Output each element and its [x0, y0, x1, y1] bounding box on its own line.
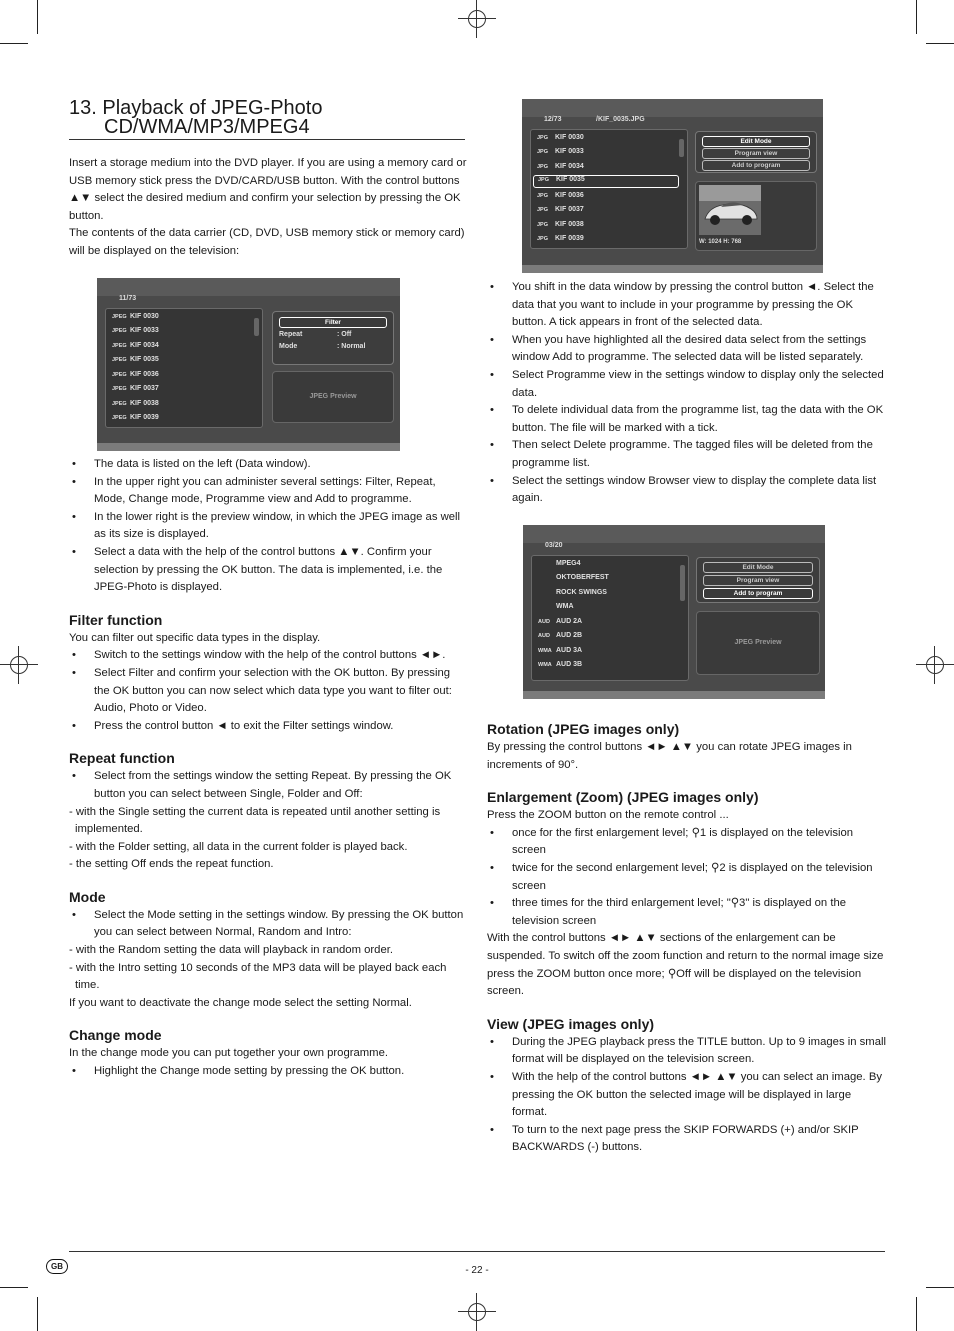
scrollbar[interactable] — [254, 318, 259, 336]
list-item: • With the help of the control buttons ◄► ▲▼ you can select an image. By pressing the OK button the selected image will be displayed in large format. — [487, 1069, 887, 1122]
list-item: • Press the control button ◄ to exit the Filter settings window. — [69, 718, 467, 736]
registration-mark-right — [916, 646, 954, 684]
registration-mark-top — [458, 0, 496, 38]
language-badge: GB — [46, 1259, 68, 1274]
list-item[interactable]: KIF 0034 — [130, 342, 159, 349]
heading-line-1: 13. Playback of JPEG-Photo — [69, 97, 323, 119]
list-item: • To turn to the next page press the SKIP FORWARDS (+) and/or SKIP BACKWARDS (-) buttons. — [487, 1122, 887, 1157]
data-window: MPEG4 OKTOBERFEST ROCK SWINGS WMA AUD AUD 2A AUD AUD 2B WMA AUD 3A WMA AUD 3B — [531, 555, 689, 681]
list-item[interactable]: AUD 3B — [556, 661, 583, 668]
zoom-text-2: With the control buttons ◄► ▲▼ sections of the enlargement can be suspended. To switch off the zoom function and return to the normal image size press the ZOOM button once more; ⚲Off will be displayed on the television screen. — [487, 932, 884, 998]
list-item[interactable]: KIF 0038 — [130, 400, 159, 407]
intro-paragraph: Insert a storage medium into the DVD player. If you are using a memory card or USB memory stick press the DVD/CARD/USB button. With the control buttons ▲▼ select the desired medium and confirm your selection by pressing the OK button. — [69, 157, 467, 222]
list-item[interactable]: KIF 0035 — [130, 356, 159, 363]
screenshot-program-edit — [522, 99, 823, 273]
intro-text — [69, 155, 467, 261]
mode-line: - with the Random setting the data will playback in random order. — [69, 944, 394, 957]
list-item-selected[interactable]: KIF 0035 — [556, 176, 585, 183]
screenshot-browser-filter — [97, 278, 400, 451]
list-item[interactable]: KIF 0034 — [555, 163, 584, 170]
registration-mark-bottom — [458, 1293, 496, 1331]
data-window: JPEG KIF 0030 JPEG KIF 0033 JPEG KIF 0034 JPEG KIF 0035 JPEG KIF 0036 JPEG KIF 0037 JPEG KIF 0038 JPEG KIF 0039 — [105, 308, 263, 428]
list-item: • Select from the settings window the setting Repeat. By pressing the OK button you can select between Single, Folder and Off: — [69, 768, 467, 803]
edit-mode-button[interactable]: Edit Mode — [702, 136, 810, 147]
heading-rule — [69, 139, 465, 140]
add-to-program-button[interactable]: Add to program — [703, 588, 813, 599]
mode-heading: Mode — [69, 888, 106, 905]
folder-item[interactable]: WMA — [556, 603, 574, 610]
list-item: • Select Filter and confirm your selection with the OK button. By pressing the OK button you can now select which data type you want to filter out: Audio, Photo or Video. — [69, 665, 467, 718]
list-item: • During the JPEG playback press the TITLE button. Up to 9 images in small format will be displayed on the television screen. — [487, 1034, 887, 1069]
list-item: • three times for the third enlargement level; "⚲3" is displayed on the television screen — [487, 895, 887, 930]
folder-item[interactable]: ROCK SWINGS — [556, 589, 607, 596]
list-item: • To delete individual data from the programme list, tag the data with the OK button. The file will be marked with a tick. — [487, 402, 885, 437]
list-item[interactable]: KIF 0033 — [555, 148, 584, 155]
list-item[interactable]: KIF 0037 — [130, 385, 159, 392]
list-item: • Then select Delete programme. The tagged files will be deleted from the programme list. — [487, 437, 885, 472]
edit-mode-button[interactable]: Edit Mode — [703, 562, 813, 573]
list-item: • When you have highlighted all the desired data select from the settings window Add to programme. The selected data will be listed separately. — [487, 332, 885, 367]
mode-text: If you want to deactivate the change mode select the setting Normal. — [69, 996, 412, 1009]
list-item: • You shift in the data window by pressing the control button ◄. Select the data that you want to include in your programme by pressing the OK button. A tick appears in front of the selected data. — [487, 279, 885, 332]
list-item[interactable]: KIF 0030 — [555, 134, 584, 141]
add-to-program-button[interactable]: Add to program — [702, 160, 810, 171]
list-item: • In the upper right you can administer several settings: Filter, Repeat, Mode, Change mode, Programme view and Add to programme. — [69, 474, 467, 509]
data-window: JPG KIF 0030 JPG KIF 0033 JPG KIF 0034 JPG KIF 0035 JPG KIF 0036 JPG KIF 0037 JPG KIF 0038 JPG KIF 0039 — [530, 129, 688, 249]
list-item[interactable]: KIF 0038 — [555, 221, 584, 228]
page-number: - 22 - — [465, 1265, 489, 1276]
settings-window: Filter Repeat : Off Mode : Normal — [272, 311, 394, 365]
settings-window — [695, 131, 817, 173]
repeat-heading: Repeat function — [69, 750, 175, 767]
list-item: • Switch to the settings window with the help of the control buttons ◄►. — [69, 647, 467, 665]
rotation-text: By pressing the control buttons ◄► ▲▼ you can rotate JPEG images in increments of 90°. — [487, 741, 852, 771]
list-item: • Select a data with the help of the control buttons ▲▼. Confirm your selection by pressing the OK button. The data is implemented, i.e. the JPEG-Photo is displayed. — [69, 544, 467, 597]
preview-window: JPEG Preview — [272, 371, 394, 423]
list-item: • Select the settings window Browser view to display the complete data list again. — [487, 473, 885, 508]
list-item: • The data is listed on the left (Data window). — [69, 456, 467, 474]
filter-heading: Filter function — [69, 611, 163, 628]
file-counter: 12/73 — [544, 116, 562, 123]
filter-button[interactable]: Filter — [279, 317, 387, 328]
repeat-line: - with the Single setting the current data is repeated until another setting is implemented. — [69, 805, 441, 836]
list-item[interactable]: KIF 0036 — [130, 371, 159, 378]
footer-rule — [69, 1251, 885, 1252]
view-heading: View (JPEG images only) — [487, 1015, 655, 1032]
list-item[interactable]: KIF 0039 — [555, 235, 584, 242]
list-item: • twice for the second enlargement level; ⚲2 is displayed on the television screen — [487, 860, 887, 895]
file-counter: 03/20 — [545, 542, 563, 549]
list-item: • Select the Mode setting in the settings window. By pressing the OK button you can select between Normal, Random and Intro: — [69, 907, 467, 942]
list-item[interactable]: AUD 3A — [556, 647, 583, 654]
folder-item[interactable]: MPEG4 — [556, 560, 581, 567]
zoom-heading: Enlargement (Zoom) (JPEG images only) — [487, 789, 759, 806]
right-column-top — [487, 279, 885, 508]
list-item[interactable]: KIF 0039 — [130, 414, 159, 421]
filter-text: You can filter out specific data types in the display. — [69, 631, 321, 644]
rotation-heading: Rotation (JPEG images only) — [487, 721, 680, 737]
repeat-line: - with the Folder setting, all data in the current folder is played back. — [69, 840, 408, 853]
file-counter: 11/73 — [119, 295, 137, 302]
right-column-bottom — [487, 707, 887, 1157]
section-heading — [69, 99, 465, 137]
folder-item[interactable]: OKTOBERFEST — [556, 574, 609, 581]
mode-line: - with the Intro setting 10 seconds of the MP3 data will be played back each time. — [69, 961, 447, 992]
list-item: • Highlight the Change mode setting by pressing the OK button. — [69, 1063, 467, 1081]
change-mode-text: In the change mode you can put together your own programme. — [69, 1047, 389, 1060]
list-item[interactable]: AUD 2A — [556, 618, 583, 625]
list-item[interactable]: KIF 0037 — [555, 206, 584, 213]
repeat-line: - the setting Off ends the repeat function. — [69, 858, 274, 871]
list-item[interactable]: KIF 0033 — [130, 327, 159, 334]
list-item[interactable]: KIF 0030 — [130, 313, 159, 320]
settings-window — [696, 557, 820, 603]
preview-window — [695, 181, 817, 251]
program-view-button[interactable]: Program view — [702, 148, 810, 159]
program-view-button[interactable]: Program view — [703, 575, 813, 586]
list-item: • In the lower right is the preview window, in which the JPEG image as well as its size is displayed. — [69, 509, 467, 544]
car-photo-thumbnail — [699, 185, 761, 235]
intro-paragraph: The contents of the data carrier (CD, DVD, USB memory stick or memory card) will be displayed on the television: — [69, 227, 465, 257]
list-item[interactable]: AUD 2B — [556, 632, 583, 639]
zoom-text: Press the ZOOM button on the remote control ... — [487, 809, 729, 822]
image-size: W: 1024 H: 768 — [699, 239, 742, 245]
left-column — [69, 456, 467, 1081]
list-item[interactable]: KIF 0036 — [555, 192, 584, 199]
file-path: /KIF_0035.JPG — [596, 116, 645, 123]
heading-line-2: CD/WMA/MP3/MPEG4 — [104, 116, 310, 138]
registration-mark-left — [0, 646, 38, 684]
screenshot-folder-browser — [523, 525, 825, 699]
scrollbar[interactable] — [680, 565, 685, 601]
change-mode-heading: Change mode — [69, 1027, 162, 1044]
scrollbar[interactable] — [679, 139, 684, 157]
list-item: • once for the first enlargement level; ⚲1 is displayed on the television screen — [487, 825, 887, 860]
list-item: • Select Programme view in the settings window to display only the selected data. — [487, 367, 885, 402]
preview-window: JPEG Preview — [696, 611, 820, 675]
